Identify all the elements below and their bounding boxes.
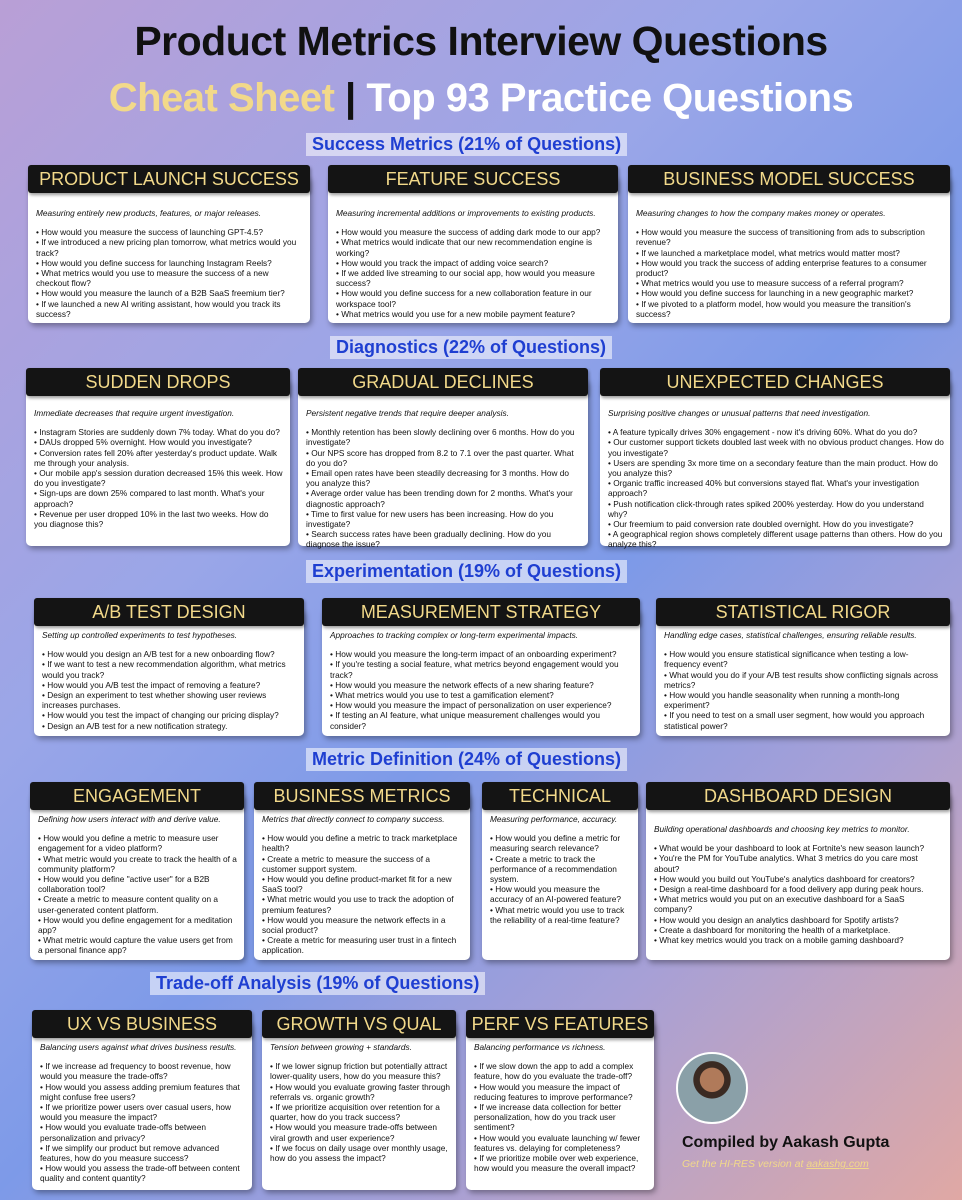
hires-note bbox=[682, 1158, 869, 1170]
question-item: • Instagram Stories are suddenly down 7% today. What do you do? bbox=[34, 427, 280, 438]
question-item: • Create a metric to measure content quality on a user-generated content platform. bbox=[38, 894, 218, 915]
card-title-feature-success: FEATURE SUCCESS bbox=[328, 165, 618, 193]
question-item: • Conversion rates fell 20% after yesterday's product update. Walk me through your analysis. bbox=[34, 447, 278, 468]
card-title-gradual-declines: GRADUAL DECLINES bbox=[298, 368, 588, 396]
section-tradeoff-analysis: Trade-off Analysis (19% of Questions) bbox=[150, 972, 485, 995]
question-item: • If we want to test a new recommendation algorithm, what metrics would you track? bbox=[42, 659, 286, 680]
compiled-by: Compiled by Aakash Gupta bbox=[682, 1134, 890, 1151]
question-item: • If we simplify our product but remove advanced features, how do you measure success? bbox=[40, 1142, 220, 1164]
question-item: • Design a real-time dashboard for a food delivery app during peak hours. bbox=[654, 884, 924, 895]
card-perf-vs-features bbox=[466, 1020, 654, 1190]
question-item: • How would you design an analytics dashboard for Spotify artists? bbox=[654, 914, 899, 925]
section-metric-definition: Metric Definition (24% of Questions) bbox=[306, 748, 627, 771]
question-item: • You're the PM for YouTube analytics. What 3 metrics do you care most about? bbox=[654, 853, 918, 874]
question-item: • How would you evaluate trade-offs between personalization and privacy? bbox=[40, 1122, 207, 1143]
question-item: • What metrics would indicate that our new recommendation engine is working? bbox=[336, 237, 593, 258]
question-item: • If you're testing a social feature, what metrics beyond engagement would you track? bbox=[330, 659, 619, 680]
card-statistical-rigor bbox=[656, 608, 950, 736]
question-item: • How would you A/B test the impact of removing a feature? bbox=[42, 679, 261, 690]
question-item: • If we launched a new AI writing assistant, how would you track its success? bbox=[36, 298, 281, 319]
question-item: • Our NPS score has dropped from 8.2 to 7.1 over the past quarter. What do you do? bbox=[306, 447, 574, 468]
question-item: • If we lower signup friction but potentially attract lower-quality users, how do you measure this? bbox=[270, 1061, 448, 1082]
question-item: • How would you define success for a new collaboration feature in our workspace tool? bbox=[336, 288, 592, 309]
page-title: Product Metrics Interview Questions bbox=[134, 18, 828, 64]
question-item: • Organic traffic increased 40% but conversions stayed flat. What's your investigation approach? bbox=[608, 478, 920, 499]
question-item: • If we increase data collection for better personalization, how do you track user sentiment? bbox=[474, 1102, 622, 1133]
card-title-dashboard-design: DASHBOARD DESIGN bbox=[646, 782, 950, 810]
question-item: • Monthly retention has been slowly declining over 6 months. How do you investigate? bbox=[306, 427, 575, 448]
card-description: Measuring performance, accuracy. bbox=[490, 814, 618, 824]
question-item: • How would you measure the success of adding dark mode to our app? bbox=[336, 227, 601, 238]
question-item: • How would you measure the long-term impact of an onboarding experiment? bbox=[330, 649, 617, 660]
question-item: • If we introduced a new pricing plan tomorrow, what metrics would you track? bbox=[36, 237, 297, 258]
card-description: Setting up controlled experiments to test hypotheses. bbox=[42, 630, 238, 640]
question-item: • How would you measure the accuracy of an AI-powered feature? bbox=[490, 884, 621, 905]
card-product-launch-success bbox=[28, 175, 310, 323]
card-body bbox=[636, 208, 944, 319]
card-description: Surprising positive changes or unusual patterns that need investigation. bbox=[608, 408, 871, 418]
question-item: • If we increase ad frequency to boost revenue, how would you measure the trade-offs? bbox=[40, 1061, 231, 1082]
question-item: • Design an A/B test for a new notification strategy. bbox=[42, 720, 228, 731]
question-item: • Create a metric to measure the success of a customer support system. bbox=[262, 853, 430, 874]
card-title-measurement-strategy: MEASUREMENT STRATEGY bbox=[322, 598, 640, 626]
question-item: • How would you track the impact of adding voice search? bbox=[336, 257, 549, 268]
question-item: • What metric would capture the value users get from a personal finance app? bbox=[38, 935, 233, 956]
question-item: • How would you measure the impact of personalization on user experience? bbox=[330, 700, 612, 711]
card-title-business-metrics: BUSINESS METRICS bbox=[254, 782, 470, 810]
question-item: • If we prioritize power users over casual users, how would you measure the impact? bbox=[40, 1102, 232, 1123]
section-diagnostics: Diagnostics (22% of Questions) bbox=[330, 336, 612, 359]
question-item: • How would you define a metric to measure user engagement for a video platform? bbox=[38, 833, 219, 854]
question-item: • Email open rates have been steadily decreasing for 3 months. How do you analyze this? bbox=[306, 468, 570, 489]
card-title-business-model: BUSINESS MODEL SUCCESS bbox=[628, 165, 950, 193]
question-item: • How would you measure the impact of reducing features to improve performance? bbox=[474, 1081, 633, 1102]
card-body bbox=[490, 814, 632, 925]
card-body bbox=[608, 408, 944, 550]
card-description: Defining how users interact with and derive value. bbox=[38, 814, 221, 824]
question-item: • Create a dashboard for monitoring the health of a marketplace. bbox=[654, 924, 891, 935]
question-item: • What would you do if your A/B test results show conflicting signals across metrics? bbox=[664, 669, 939, 690]
question-item: • What metrics would you use to measure the success of a new checkout flow? bbox=[36, 268, 269, 289]
card-body bbox=[36, 208, 304, 319]
card-body bbox=[262, 814, 464, 956]
card-description: Balancing performance vs richness. bbox=[474, 1042, 606, 1052]
question-item: • If testing an AI feature, what unique measurement challenges would you consider? bbox=[330, 710, 600, 731]
question-item: • If we prioritize mobile over web experience, how would you measure the overall impact? bbox=[474, 1153, 639, 1174]
card-body bbox=[306, 408, 582, 550]
question-item: • How would you measure the success of launching GPT-4.5? bbox=[36, 227, 264, 238]
question-item: • If we added live streaming to our social app, how would you measure success? bbox=[336, 268, 595, 289]
question-item: • What metrics would you put on an executive dashboard for a SaaS company? bbox=[654, 894, 905, 915]
question-item: • What metric would you use to track the reliability of a real-time feature? bbox=[490, 904, 625, 925]
subtitle-cheat-sheet: Cheat Sheet bbox=[108, 76, 335, 120]
question-item: • How would you test the impact of changing our pricing display? bbox=[42, 710, 279, 721]
card-body bbox=[336, 208, 612, 319]
card-sudden-drops bbox=[26, 378, 290, 546]
question-item: • If we launched a marketplace model, what metrics would matter most? bbox=[636, 247, 900, 258]
card-description: Tension between growing + standards. bbox=[270, 1042, 412, 1052]
question-item: • If we pivoted to a platform model, how would you measure the transition's success? bbox=[636, 298, 911, 319]
question-item: • What metric would you use to track the adoption of premium features? bbox=[262, 894, 454, 915]
question-item: • What metrics would you use to test a gamification element? bbox=[330, 690, 554, 701]
question-item: • Revenue per user dropped 10% in the last two weeks. How do you diagnose this? bbox=[34, 508, 269, 530]
question-item: • How would you define engagement for a meditation app? bbox=[38, 914, 233, 936]
question-item: • How would you assess adding premium features that might confuse free users? bbox=[40, 1081, 240, 1102]
question-item: • How would you design an A/B test for a new onboarding flow? bbox=[42, 649, 275, 660]
question-item: • How would you define a metric for measuring search relevance? bbox=[490, 833, 621, 854]
question-item: • How would you measure the network effects of a new sharing feature? bbox=[330, 679, 594, 690]
card-business-metrics bbox=[254, 792, 470, 960]
question-item: • How would you build out YouTube's analytics dashboard for creators? bbox=[654, 873, 915, 884]
question-item: • DAUs dropped 5% overnight. How would you investigate? bbox=[34, 437, 252, 448]
question-item: • How would you measure the network effects in a social product? bbox=[262, 914, 446, 936]
question-item: • How would you measure the launch of a B2B SaaS freemium tier? bbox=[36, 288, 285, 299]
hires-prefix: Get the HI-RES version at bbox=[682, 1158, 804, 1170]
card-title-statistical-rigor: STATISTICAL RIGOR bbox=[656, 598, 950, 626]
subtitle-top-questions: Top 93 Practice Questions bbox=[366, 76, 854, 120]
question-item: • How would you measure trade-offs between viral growth and user experience? bbox=[270, 1122, 437, 1143]
card-ux-vs-business bbox=[32, 1020, 252, 1190]
question-item: • Our freemium to paid conversion rate doubled overnight. How do you investigate? bbox=[608, 519, 914, 530]
card-description: Handling edge cases, statistical challenges, ensuring reliable results. bbox=[664, 630, 917, 640]
card-description: Persistent negative trends that require deeper analysis. bbox=[306, 408, 509, 418]
card-body bbox=[42, 630, 298, 731]
card-title-sudden-drops: SUDDEN DROPS bbox=[26, 368, 290, 396]
question-item: • Our mobile app's session duration decreased 15% this week. How do you investigate? bbox=[34, 468, 283, 489]
question-item: • Average order value has been trending down for 2 months. What's your diagnostic approach? bbox=[306, 488, 573, 509]
card-feature-success bbox=[328, 175, 618, 323]
question-item: • How would you define "active user" for a B2B collaboration tool? bbox=[38, 874, 210, 895]
card-description: Measuring changes to how the company makes money or operates. bbox=[636, 208, 886, 218]
question-item: • How would you track the success of adding enterprise features to a consumer product? bbox=[636, 257, 927, 279]
card-technical bbox=[482, 792, 638, 960]
card-body bbox=[270, 1042, 450, 1163]
page-subtitle bbox=[0, 76, 962, 121]
subtitle-separator: | bbox=[345, 76, 356, 120]
card-description: Measuring incremental additions or improvements to existing products. bbox=[336, 208, 596, 218]
question-item: • Users are spending 3x more time on a secondary feature than the main product. How do you analyze this? bbox=[608, 457, 938, 479]
question-item: • How would you ensure statistical significance when testing a low-frequency event? bbox=[664, 649, 909, 670]
question-item: • Our customer support tickets doubled last week with no obvious product changes. How do you investigate? bbox=[608, 437, 944, 458]
card-description: Metrics that directly connect to company success. bbox=[262, 814, 445, 824]
card-description: Measuring entirely new products, features, or major releases. bbox=[36, 208, 262, 218]
hires-link[interactable]: aakashg.com bbox=[806, 1158, 869, 1170]
question-item: • Sign-ups are down 25% compared to last month. What's your approach? bbox=[34, 488, 265, 509]
question-item: • What metric would you create to track the health of a community platform? bbox=[38, 853, 237, 874]
question-item: • How would you evaluate growing faster through referrals vs. organic growth? bbox=[270, 1081, 451, 1102]
question-item: • How would you define success for launching Instagram Reels? bbox=[36, 257, 272, 268]
question-item: • How would you measure the success of transitioning from ads to subscription revenue? bbox=[636, 227, 925, 248]
card-measurement-strategy bbox=[322, 608, 640, 736]
question-item: • What metrics would you use to measure success of a referral program? bbox=[636, 278, 904, 289]
card-body bbox=[38, 814, 238, 956]
card-unexpected-changes bbox=[600, 378, 950, 550]
question-item: • What key metrics would you track on a mobile gaming dashboard? bbox=[654, 935, 904, 946]
card-title-unexpected-changes: UNEXPECTED CHANGES bbox=[600, 368, 950, 396]
question-item: • Search success rates have been gradually declining. How do you diagnose the issue? bbox=[306, 529, 552, 550]
question-item: • If we focus on daily usage over monthly usage, how do you assess the impact? bbox=[270, 1142, 448, 1164]
question-item: • A geographical region shows completely different usage patterns than others. How do you analyze this? bbox=[608, 529, 943, 550]
card-engagement bbox=[30, 792, 244, 960]
card-title-product-launch: PRODUCT LAUNCH SUCCESS bbox=[28, 165, 310, 193]
card-gradual-declines bbox=[298, 378, 588, 550]
question-item: • If we slow down the app to add a complex feature, how do you evaluate the trade-off? bbox=[474, 1061, 634, 1082]
card-body bbox=[664, 630, 944, 731]
author-avatar bbox=[676, 1052, 748, 1124]
card-business-model-success bbox=[628, 175, 950, 323]
card-description: Immediate decreases that require urgent investigation. bbox=[34, 408, 235, 418]
card-dashboard-design bbox=[646, 792, 950, 960]
question-item: • How would you define product-market fit for a new SaaS tool? bbox=[262, 874, 452, 895]
question-item: • Create a metric for measuring user trust in a fintech application. bbox=[262, 935, 457, 956]
question-item: • Design an experiment to test whether showing user reviews increases purchases. bbox=[42, 690, 267, 711]
question-item: • How would you evaluate launching w/ fewer features vs. delaying for completeness? bbox=[474, 1132, 641, 1153]
question-item: • If you need to test on a small user segment, how would you approach statistical power? bbox=[664, 710, 925, 731]
question-item: • Create a metric to track the performance of a recommendation system. bbox=[490, 853, 617, 885]
question-item: • How would you handle seasonality when running a month-long experiment? bbox=[664, 690, 900, 711]
card-body bbox=[34, 408, 284, 529]
question-item: • A feature typically drives 30% engagement - now it's driving 60%. What do you do? bbox=[608, 427, 918, 438]
question-item: • If we prioritize acquisition over retention for a quarter, how do you track success? bbox=[270, 1102, 440, 1123]
card-description: Approaches to tracking complex or long-term experimental impacts. bbox=[330, 630, 579, 640]
question-item: • What would be your dashboard to look at Fortnite's new season launch? bbox=[654, 843, 925, 854]
card-ab-test-design bbox=[34, 608, 304, 736]
question-item: • How would you define a metric to track marketplace health? bbox=[262, 833, 458, 854]
card-description: Building operational dashboards and choosing key metrics to monitor. bbox=[654, 824, 910, 834]
card-title-growth-vs-qual: GROWTH VS QUAL bbox=[262, 1010, 456, 1038]
section-experimentation: Experimentation (19% of Questions) bbox=[306, 560, 627, 583]
question-item: • Push notification click-through rates spiked 200% yesterday. How do you understand why? bbox=[608, 498, 924, 519]
card-body bbox=[654, 824, 944, 945]
card-description: Balancing users against what drives business results. bbox=[40, 1042, 237, 1052]
question-item: • What metrics would you use for a new mobile payment feature? bbox=[336, 308, 576, 319]
section-success-metrics: Success Metrics (21% of Questions) bbox=[306, 133, 627, 156]
card-growth-vs-quality bbox=[262, 1020, 456, 1190]
card-body bbox=[474, 1042, 648, 1173]
card-title-ab-test-design: A/B TEST DESIGN bbox=[34, 598, 304, 626]
card-title-technical: TECHNICAL bbox=[482, 782, 638, 810]
card-title-engagement: ENGAGEMENT bbox=[30, 782, 244, 810]
card-title-ux-vs-business: UX VS BUSINESS bbox=[32, 1010, 252, 1038]
card-body bbox=[40, 1042, 246, 1184]
card-body bbox=[330, 630, 634, 731]
question-item: • Time to first value for new users has been increasing. How do you investigate? bbox=[306, 508, 554, 530]
card-title-perf-vs-features: PERF VS FEATURES bbox=[466, 1010, 654, 1038]
question-item: • How would you define success for launching in a new geographic market? bbox=[636, 288, 914, 299]
question-item: • How would you assess the trade-off between content quality and content quantity? bbox=[40, 1163, 240, 1184]
